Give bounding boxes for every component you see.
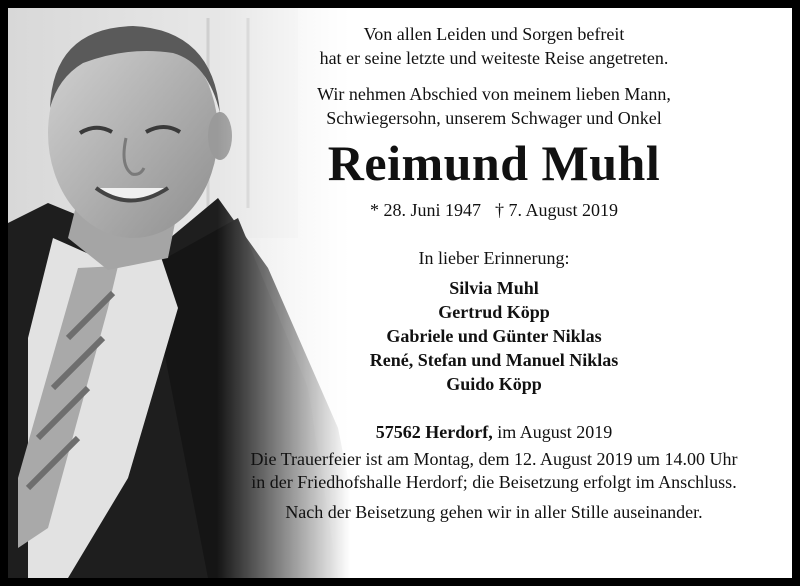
death-date: † 7. August 2019 xyxy=(495,200,619,220)
farewell-line: Schwiegersohn, unserem Schwager und Onkel xyxy=(326,108,662,128)
mourner-name: Guido Köpp xyxy=(446,374,542,394)
mourner-name: René, Stefan und Manuel Niklas xyxy=(369,350,619,370)
place-location: 57562 Herdorf, xyxy=(375,422,493,442)
mourner-name: Silvia Muhl xyxy=(449,278,539,298)
service-line: Die Trauerfeier ist am Montag, dem 12. August 2019 um 14.00 Uhr xyxy=(250,449,738,469)
farewell-statement xyxy=(198,82,790,130)
memory-heading: In lieber Erinnerung: xyxy=(418,248,570,268)
intro-verse xyxy=(198,22,790,70)
service-line: in der Friedhofshalle Herdorf; die Beisetzung erfolgt im Anschluss. xyxy=(251,472,737,492)
mourners-list xyxy=(198,276,790,396)
farewell-line: Wir nehmen Abschied von meinem lieben Mann, xyxy=(317,84,671,104)
funeral-service-info xyxy=(198,448,790,494)
life-dates xyxy=(198,198,790,222)
birth-date: * 28. Juni 1947 xyxy=(369,200,481,220)
mourner-name: Gabriele und Günter Niklas xyxy=(386,326,602,346)
place-date: im August 2019 xyxy=(497,422,613,442)
place-and-date xyxy=(198,420,790,444)
intro-line: hat er seine letzte und weiteste Reise angetreten. xyxy=(319,48,669,68)
intro-line: Von allen Leiden und Sorgen befreit xyxy=(363,24,625,44)
closing-note: Nach der Beisetzung gehen wir in aller Stille auseinander. xyxy=(285,502,703,522)
mourner-name: Gertrud Köpp xyxy=(438,302,550,322)
deceased-name: Reimund Muhl xyxy=(327,135,661,191)
notice-text xyxy=(198,8,790,524)
